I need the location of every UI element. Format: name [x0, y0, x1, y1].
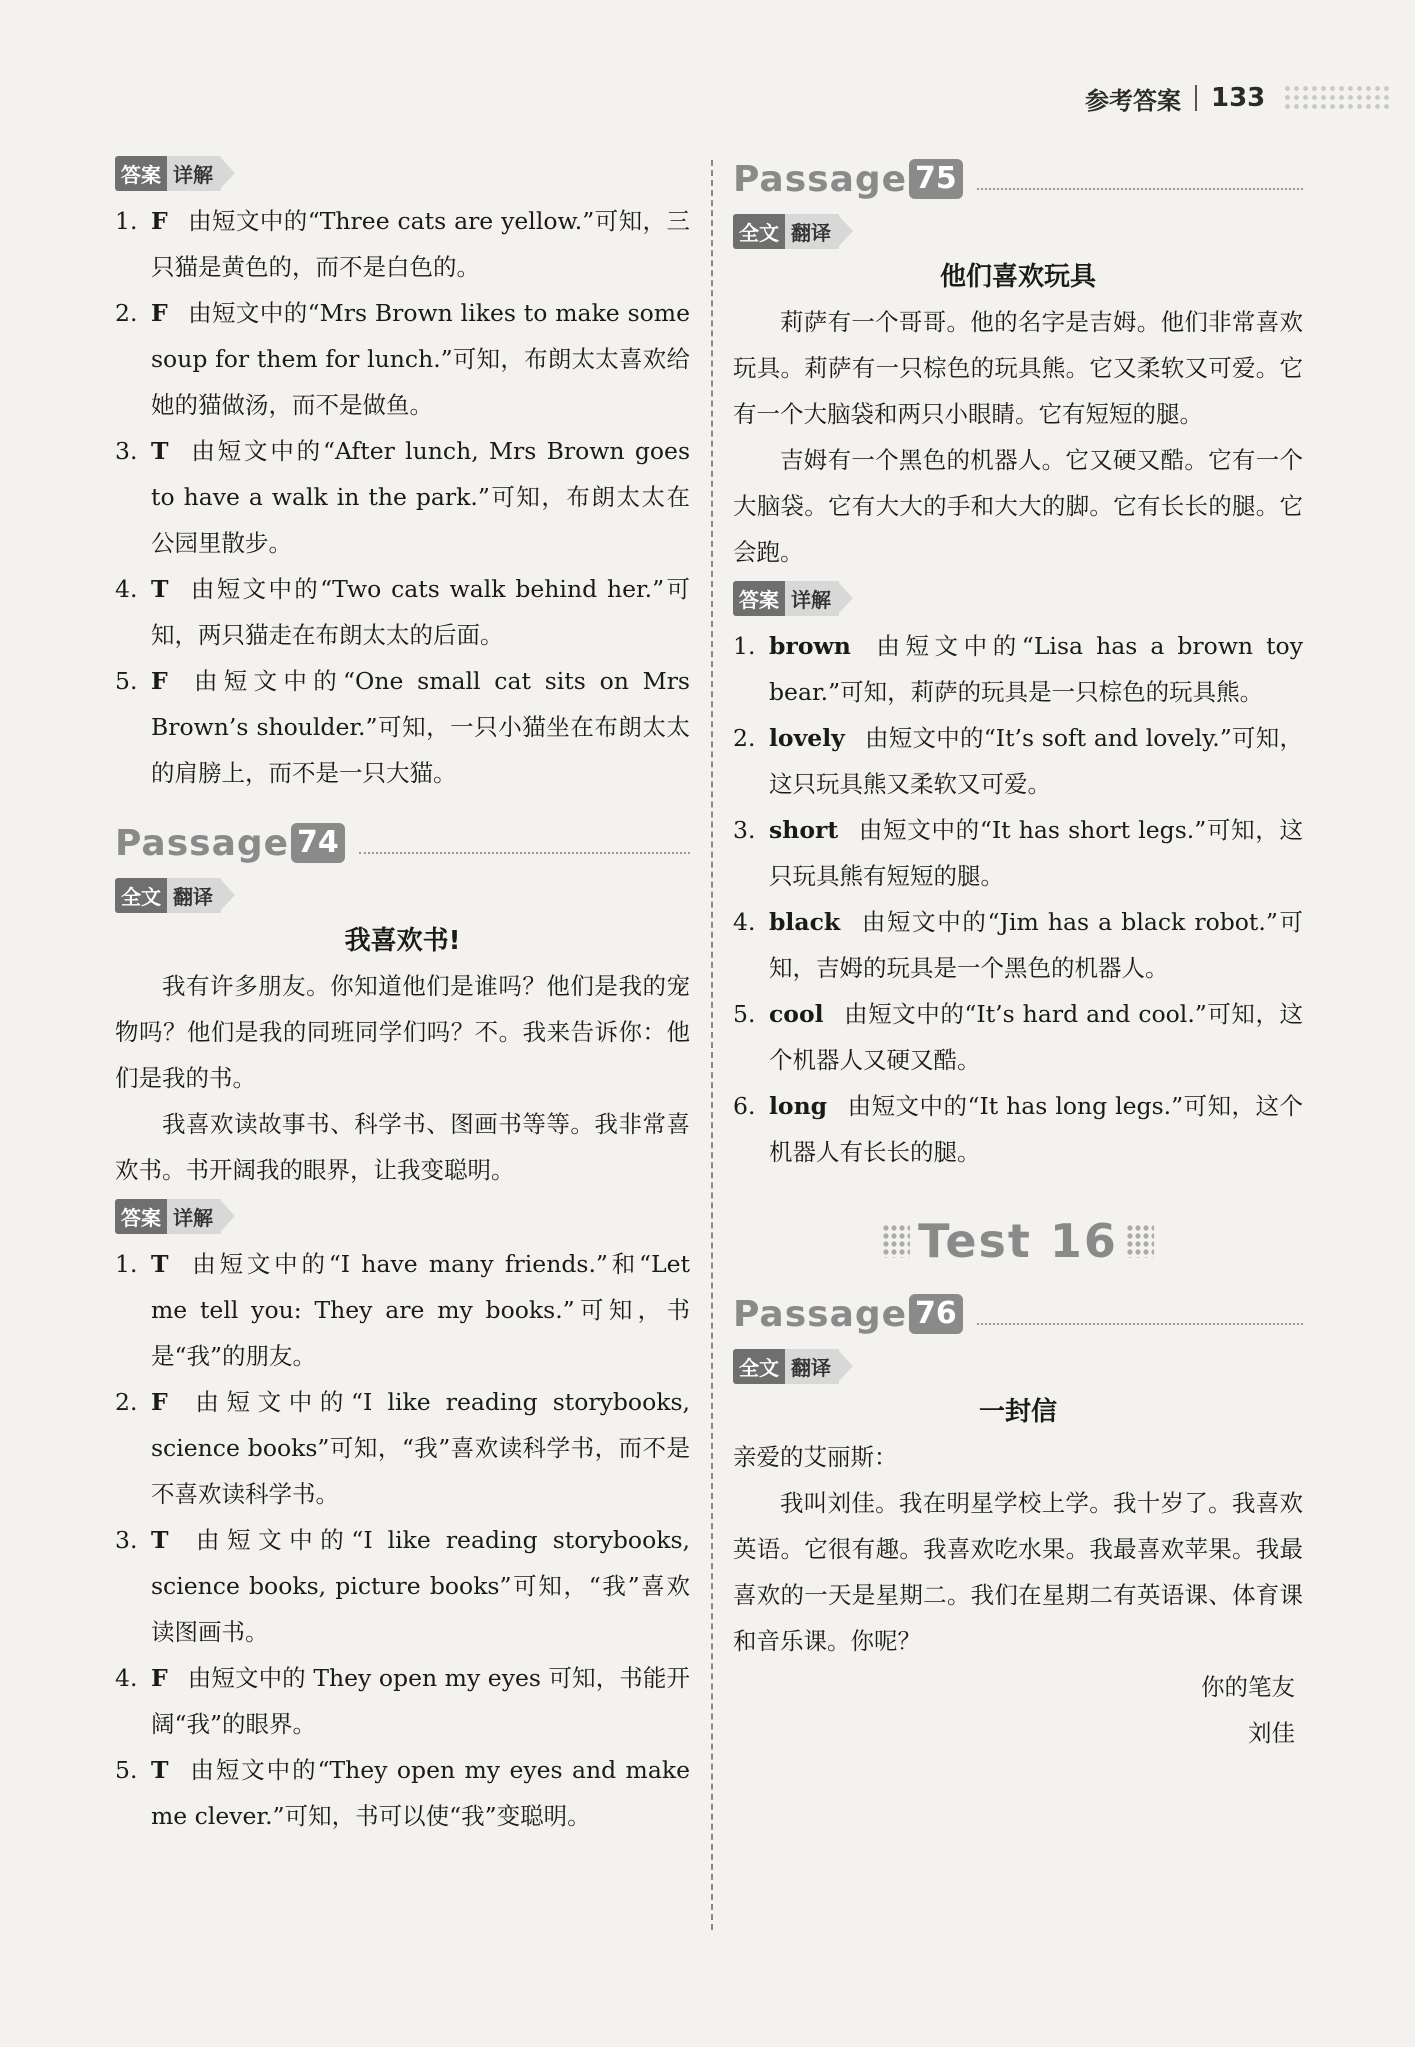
tag-label-a: 答案: [115, 156, 167, 191]
letter-closing: 你的笔友: [1201, 1673, 1295, 1701]
tag-arrow-icon: [839, 216, 853, 246]
answer-item: [115, 658, 690, 796]
item-answer: F: [151, 667, 168, 695]
dot-pattern-decoration: [1283, 84, 1393, 112]
item-explanation: 由短文中的“Mrs Brown likes to make some soup for them for lunch.”可知，布朗太太喜欢给她的猫做汤，而不是做鱼。: [151, 299, 690, 419]
item-number: 1.: [115, 1250, 138, 1278]
answer-list-74: [115, 1241, 690, 1839]
item-answer: F: [151, 1388, 168, 1416]
item-answer: lovely: [769, 724, 845, 752]
passage-74-heading: [115, 814, 690, 872]
answer-item: [115, 198, 690, 290]
item-explanation: 由短文中的“It’s soft and lovely.”可知，这只玩具熊又柔软又可爱。: [769, 724, 1303, 798]
answer-item: [115, 1379, 690, 1517]
answer-item: [733, 715, 1303, 807]
answer-item: [733, 1083, 1303, 1175]
item-answer: T: [151, 437, 169, 465]
answer-item: [115, 1655, 690, 1747]
item-answer: brown: [769, 632, 851, 660]
page-header: [1085, 78, 1415, 118]
header-section-title: 参考答案: [1085, 86, 1181, 115]
tag-label-b: 翻译: [785, 214, 839, 249]
item-number: 2.: [115, 299, 138, 327]
item-explanation: 由短文中的“Three cats are yellow.”可知，三只猫是黄色的，而不是白色的。: [151, 207, 690, 281]
tag-label-b: 详解: [167, 156, 221, 191]
passage-word: Passage: [733, 1293, 908, 1335]
passage-number: 75: [909, 159, 963, 199]
tag-label-a: 答案: [733, 581, 785, 616]
item-number: 3.: [115, 437, 138, 465]
item-answer: short: [769, 816, 839, 844]
answer-item: [115, 428, 690, 566]
passage-75-title: 他们喜欢玩具: [939, 262, 1096, 292]
dot-pattern-decoration: [882, 1224, 910, 1258]
header-separator: [1195, 85, 1197, 111]
item-explanation: 由短文中的“One small cat sits on Mrs Brown’s shoulder.”可知，一只小猫坐在布朗太太的肩膀上，而不是一只大猫。: [151, 667, 690, 787]
answer-explanation-tag: [733, 581, 1303, 615]
tag-arrow-icon: [221, 880, 235, 910]
item-number: 4.: [115, 1664, 138, 1692]
answer-item: [733, 807, 1303, 899]
full-translation-tag: [115, 878, 690, 912]
answer-item: [115, 1517, 690, 1655]
item-number: 5.: [115, 667, 138, 695]
letter-signature: 刘佳: [1248, 1719, 1295, 1747]
item-explanation: 由短文中的“It has short legs.”可知，这只玩具熊有短短的腿。: [769, 816, 1303, 890]
answer-item: [115, 566, 690, 658]
item-answer: T: [151, 1526, 169, 1554]
page-number: 133: [1211, 83, 1266, 113]
item-number: 2.: [733, 724, 756, 752]
tag-label-a: 答案: [115, 1199, 167, 1234]
passage-number: 74: [291, 823, 345, 863]
answer-explanation-tag: [115, 1199, 690, 1233]
answer-item: [115, 1241, 690, 1379]
full-translation-tag: [733, 1349, 1303, 1383]
tag-label-b: 翻译: [785, 1349, 839, 1384]
answer-item: [733, 991, 1303, 1083]
item-explanation: 由短文中的“They open my eyes and make me clever.”可知，书可以使“我”变聪明。: [151, 1756, 690, 1830]
tag-arrow-icon: [221, 158, 235, 188]
item-answer: F: [151, 299, 168, 327]
item-number: 2.: [115, 1388, 138, 1416]
answer-item: [115, 290, 690, 428]
passage-74-title: 我喜欢书!: [344, 926, 461, 956]
answer-item: [115, 1747, 690, 1839]
translation-paragraph: 吉姆有一个黑色的机器人。它又硬又酷。它有一个大脑袋。它有大大的手和大大的脚。它有长长的腿。它会跑。: [733, 446, 1303, 566]
passage-76-title: 一封信: [978, 1397, 1057, 1427]
item-number: 3.: [733, 816, 756, 844]
translation-paragraph: 我喜欢读故事书、科学书、图画书等等。我非常喜欢书。书开阔我的眼界，让我变聪明。: [115, 1110, 690, 1184]
full-translation-tag: [733, 214, 1303, 248]
item-number: 5.: [733, 1000, 756, 1028]
translation-paragraph: 莉萨有一个哥哥。他的名字是吉姆。他们非常喜欢玩具。莉萨有一只棕色的玩具熊。它又柔软又可爱。它有一个大脑袋和两只小眼睛。它有短短的腿。: [733, 308, 1303, 428]
answer-item: [733, 623, 1303, 715]
passage-76-heading: [733, 1285, 1303, 1343]
answer-item: [733, 899, 1303, 991]
item-number: 1.: [733, 632, 756, 660]
heading-dotted-line: [977, 1303, 1303, 1325]
item-number: 5.: [115, 1756, 138, 1784]
right-column: [733, 150, 1303, 1756]
heading-dotted-line: [977, 168, 1303, 190]
tag-label-b: 翻译: [167, 878, 221, 913]
item-number: 6.: [733, 1092, 756, 1120]
item-number: 3.: [115, 1526, 138, 1554]
tag-arrow-icon: [839, 583, 853, 613]
test-title: Test 16: [918, 1214, 1118, 1268]
item-answer: black: [769, 908, 841, 936]
answer-explanation-tag: [115, 156, 690, 190]
column-divider: [711, 160, 713, 1930]
translation-paragraph: 我有许多朋友。你知道他们是谁吗？他们是我的宠物吗？他们是我的同班同学们吗？不。我来告诉你：他们是我的书。: [115, 972, 690, 1092]
item-explanation: 由短文中的“Two cats walk behind her.”可知，两只猫走在布朗太太的后面。: [151, 575, 690, 649]
item-answer: cool: [769, 1000, 824, 1028]
letter-body: 我叫刘佳。我在明星学校上学。我十岁了。我喜欢英语。它很有趣。我喜欢吃水果。我最喜欢苹果。我最喜欢的一天是星期二。我们在星期二有英语课、体育课和音乐课。你呢？: [733, 1489, 1303, 1655]
tag-arrow-icon: [221, 1201, 235, 1231]
item-explanation: 由短文中的 They open my eyes 可知，书能开阔“我”的眼界。: [151, 1664, 690, 1738]
passage-word: Passage: [733, 158, 908, 200]
left-column: [115, 150, 690, 1839]
dot-pattern-decoration: [1126, 1224, 1154, 1258]
item-explanation: 由短文中的“After lunch, Mrs Brown goes to have a walk in the park.”可知，布朗太太在公园里散步。: [151, 437, 690, 557]
item-answer: F: [151, 1664, 168, 1692]
heading-dotted-line: [359, 832, 690, 854]
item-explanation: 由短文中的“I have many friends.”和“Let me tell you: They are my books.”可知，书是“我”的朋友。: [151, 1250, 690, 1370]
tag-label-a: 全文: [115, 878, 167, 913]
letter-greeting: 亲爱的艾丽斯：: [733, 1443, 898, 1471]
item-explanation: 由短文中的“Lisa has a brown toy bear.”可知，莉萨的玩具是一只棕色的玩具熊。: [769, 632, 1303, 706]
tag-label-a: 全文: [733, 214, 785, 249]
item-explanation: 由短文中的“It’s hard and cool.”可知，这个机器人又硬又酷。: [769, 1000, 1303, 1074]
passage-number: 76: [909, 1294, 963, 1334]
answer-list-73: [115, 198, 690, 796]
tag-arrow-icon: [839, 1351, 853, 1381]
tag-label-b: 详解: [785, 581, 839, 616]
item-explanation: 由短文中的“Jim has a black robot.”可知，吉姆的玩具是一个黑色的机器人。: [769, 908, 1303, 982]
item-answer: long: [769, 1092, 828, 1120]
item-number: 4.: [115, 575, 138, 603]
item-answer: F: [151, 207, 168, 235]
test-heading: [733, 1201, 1303, 1281]
item-number: 1.: [115, 207, 138, 235]
passage-word: Passage: [115, 822, 290, 864]
item-answer: T: [151, 1756, 169, 1784]
tag-label-b: 详解: [167, 1199, 221, 1234]
item-answer: T: [151, 575, 169, 603]
item-number: 4.: [733, 908, 756, 936]
item-explanation: 由短文中的“It has long legs.”可知，这个机器人有长长的腿。: [769, 1092, 1303, 1166]
item-answer: T: [151, 1250, 169, 1278]
answer-list-75: [733, 623, 1303, 1175]
tag-label-a: 全文: [733, 1349, 785, 1384]
passage-75-heading: [733, 150, 1303, 208]
item-explanation: 由短文中的“I like reading storybooks, science books, picture books”可知，“我”喜欢读图画书。: [151, 1526, 690, 1646]
item-explanation: 由短文中的“I like reading storybooks, science books”可知，“我”喜欢读科学书，而不是不喜欢读科学书。: [151, 1388, 690, 1508]
